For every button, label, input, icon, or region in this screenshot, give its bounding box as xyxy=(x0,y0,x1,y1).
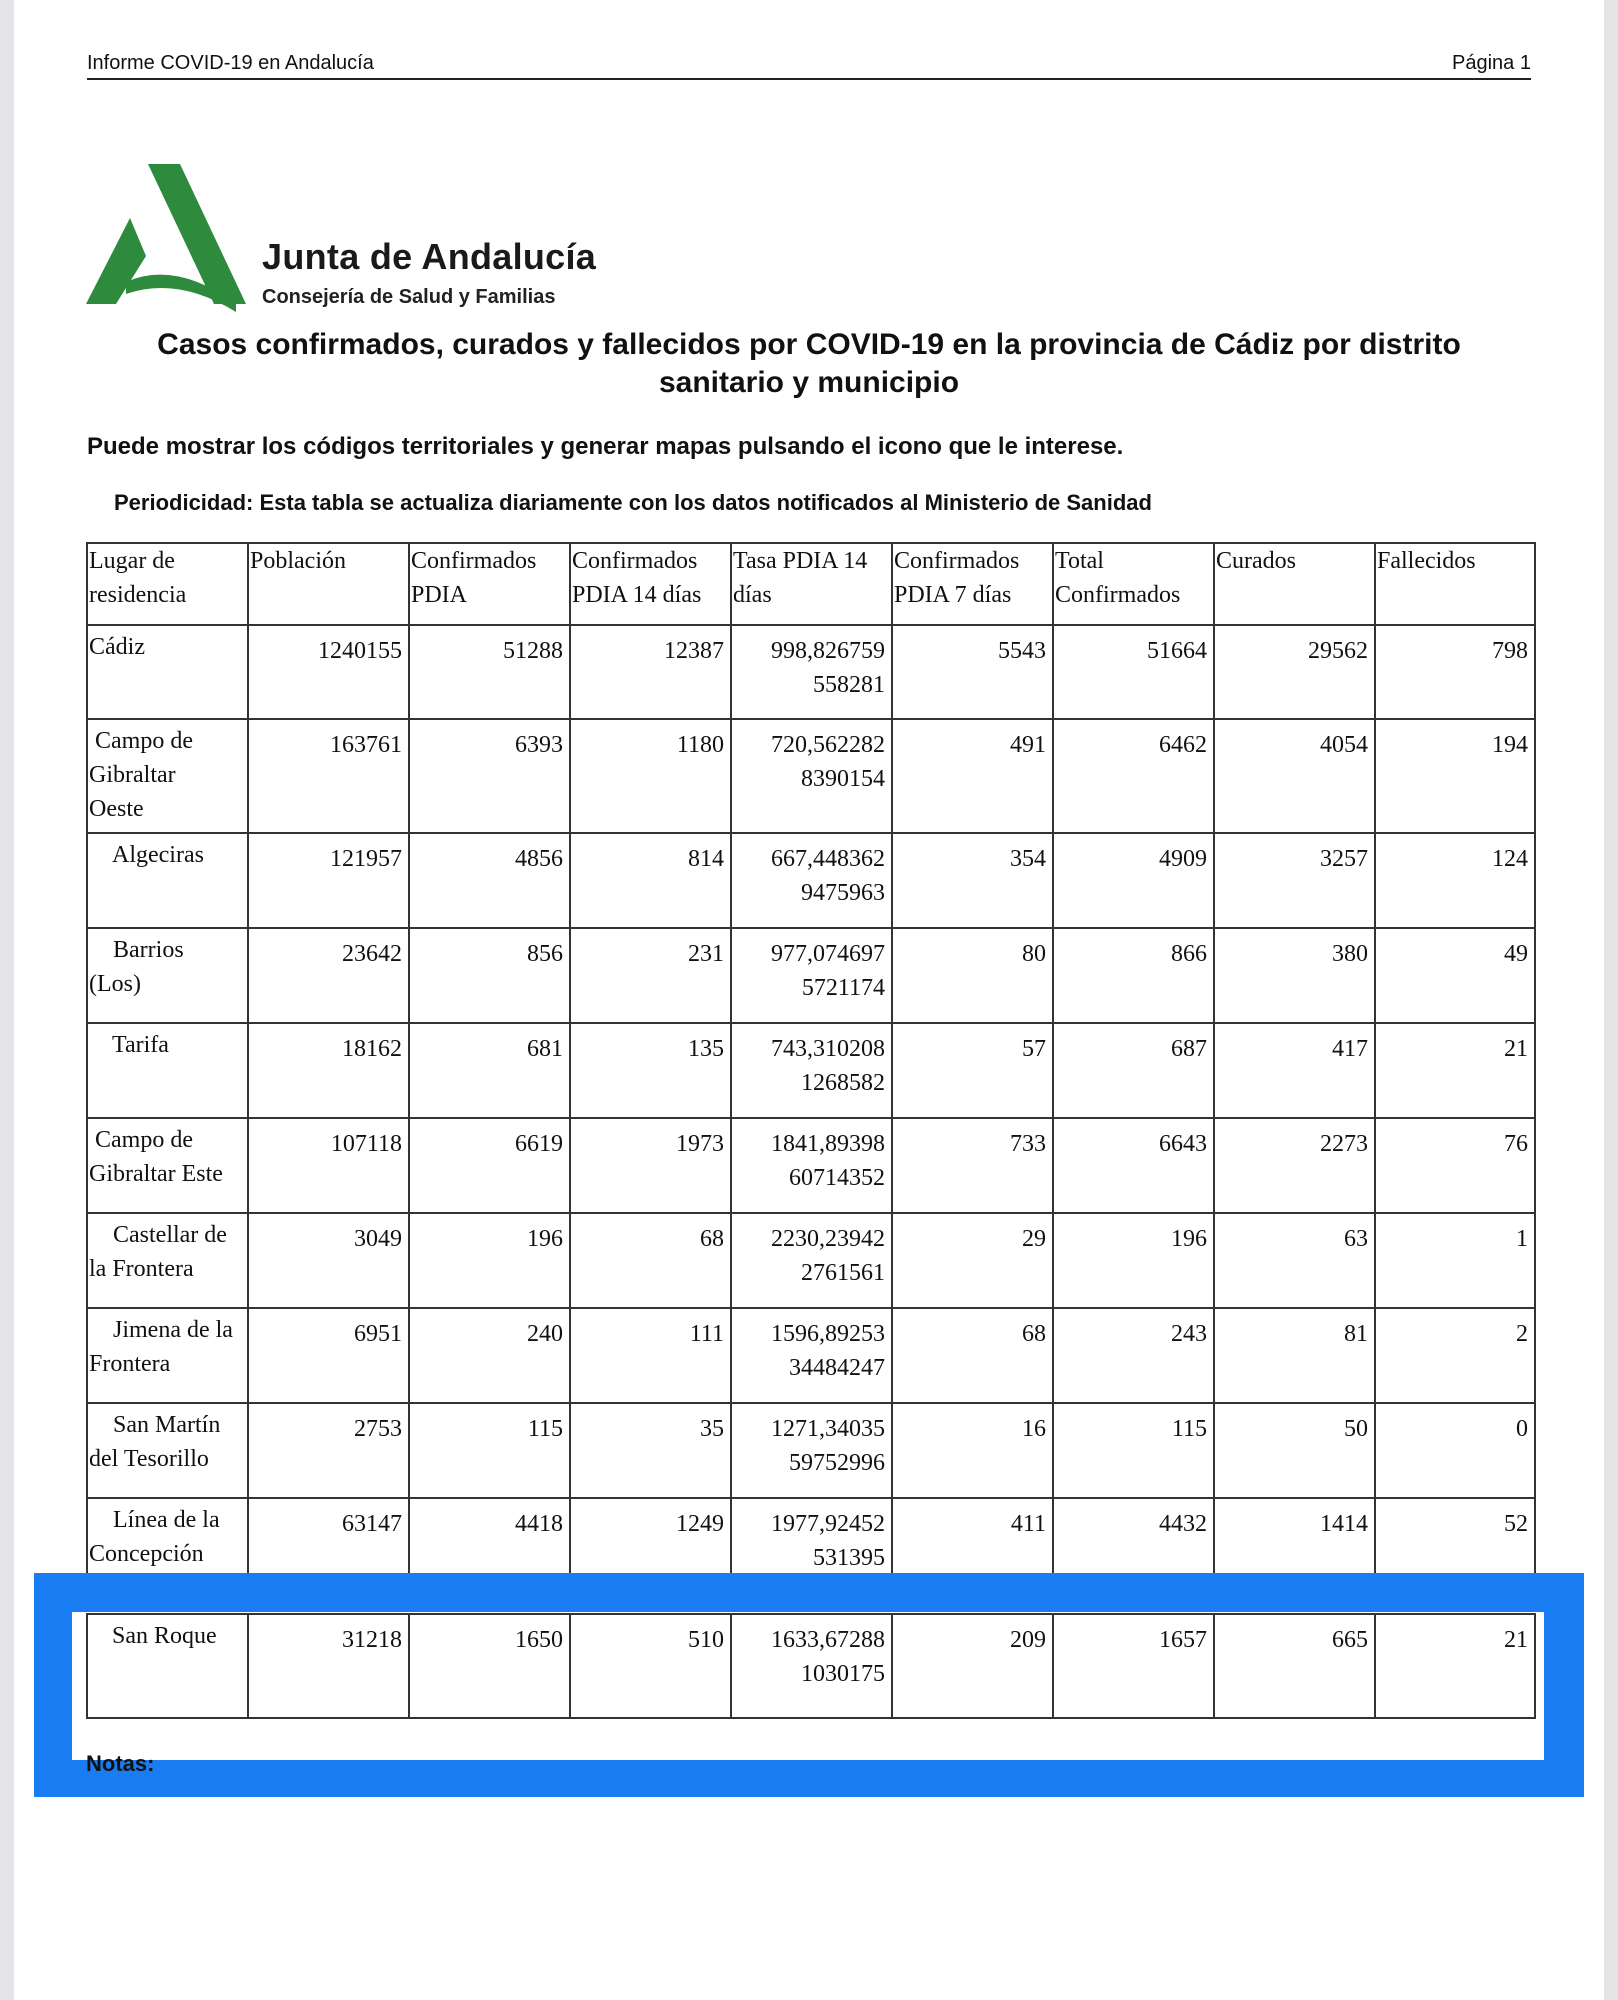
notes-label xyxy=(86,1744,166,1758)
value-cell: 231 xyxy=(570,928,731,1023)
value-cell: 51664 xyxy=(1053,625,1214,719)
column-header: Curados xyxy=(1214,543,1375,625)
value-cell: 6462 xyxy=(1053,719,1214,833)
value-cell: 35 xyxy=(570,1403,731,1498)
value-cell: 743,310208 1268582 xyxy=(731,1023,892,1118)
value-cell: 194 xyxy=(1375,719,1535,833)
column-header: Confirmados PDIA 14 días xyxy=(570,543,731,625)
value-cell: 68 xyxy=(892,1308,1053,1403)
value-cell: 866 xyxy=(1053,928,1214,1023)
value-cell: 687 xyxy=(1053,1023,1214,1118)
value-cell: 63 xyxy=(1214,1213,1375,1308)
column-header: Lugar de residencia xyxy=(87,543,248,625)
value-cell: 1271,34035 59752996 xyxy=(731,1403,892,1498)
value-cell: 667,448362 9475963 xyxy=(731,833,892,928)
value-cell: 665 xyxy=(1214,1614,1375,1718)
covid-data-table xyxy=(86,542,1536,1594)
value-cell: 1414 xyxy=(1214,1498,1375,1593)
place-name-cell: Campo de Gibraltar Oeste xyxy=(87,719,248,833)
value-cell: 57 xyxy=(892,1023,1053,1118)
value-cell: 1596,89253 34484247 xyxy=(731,1308,892,1403)
value-cell: 411 xyxy=(892,1498,1053,1593)
value-cell: 491 xyxy=(892,719,1053,833)
value-cell: 63147 xyxy=(248,1498,409,1593)
value-cell: 196 xyxy=(1053,1213,1214,1308)
value-cell: 798 xyxy=(1375,625,1535,719)
value-cell: 107118 xyxy=(248,1118,409,1213)
value-cell: 16 xyxy=(892,1403,1053,1498)
value-cell: 29562 xyxy=(1214,625,1375,719)
value-cell: 81 xyxy=(1214,1308,1375,1403)
highlighted-row-table xyxy=(86,1613,1536,1719)
value-cell: 5543 xyxy=(892,625,1053,719)
value-cell: 3049 xyxy=(248,1213,409,1308)
table-row xyxy=(87,625,1535,719)
place-name-cell: Barrios (Los) xyxy=(87,928,248,1023)
report-title: Informe COVID-19 en Andalucía xyxy=(87,52,374,74)
value-cell: 80 xyxy=(892,928,1053,1023)
value-cell: 977,074697 5721174 xyxy=(731,928,892,1023)
table-row xyxy=(87,1118,1535,1213)
instructions-text: Puede mostrar los códigos territoriales y generar mapas pulsando el icono que le interese. xyxy=(87,433,1124,460)
column-header: Confirmados PDIA 7 días xyxy=(892,543,1053,625)
value-cell: 52 xyxy=(1375,1498,1535,1593)
value-cell: 1180 xyxy=(570,719,731,833)
value-cell: 4418 xyxy=(409,1498,570,1593)
value-cell: 3257 xyxy=(1214,833,1375,928)
value-cell: 0 xyxy=(1375,1403,1535,1498)
value-cell: 856 xyxy=(409,928,570,1023)
table-row xyxy=(87,1023,1535,1118)
value-cell: 2753 xyxy=(248,1403,409,1498)
table-row xyxy=(87,1213,1535,1308)
value-cell: 76 xyxy=(1375,1118,1535,1213)
value-cell: 1633,67288 1030175 xyxy=(731,1614,892,1718)
value-cell: 29 xyxy=(892,1213,1053,1308)
value-cell: 6393 xyxy=(409,719,570,833)
value-cell: 6643 xyxy=(1053,1118,1214,1213)
place-name-cell: Campo de Gibraltar Este xyxy=(87,1118,248,1213)
table-row xyxy=(87,833,1535,928)
column-header: Confirmados PDIA xyxy=(409,543,570,625)
value-cell: 135 xyxy=(570,1023,731,1118)
place-name-cell: San Roque xyxy=(87,1614,248,1718)
value-cell: 354 xyxy=(892,833,1053,928)
place-name-cell: Algeciras xyxy=(87,833,248,928)
value-cell: 720,562282 8390154 xyxy=(731,719,892,833)
value-cell: 417 xyxy=(1214,1023,1375,1118)
value-cell: 51288 xyxy=(409,625,570,719)
value-cell: 111 xyxy=(570,1308,731,1403)
place-name-cell: San Martín del Tesorillo xyxy=(87,1403,248,1498)
value-cell: 681 xyxy=(409,1023,570,1118)
value-cell: 163761 xyxy=(248,719,409,833)
value-cell: 31218 xyxy=(248,1614,409,1718)
document-title: Casos confirmados, curados y fallecidos por COVID-19 en la provincia de Cádiz por distrito sanitario y municipio xyxy=(157,328,1461,399)
value-cell: 49 xyxy=(1375,928,1535,1023)
place-name-cell: Castellar de la Frontera xyxy=(87,1213,248,1308)
value-cell: 115 xyxy=(1053,1403,1214,1498)
value-cell: 12387 xyxy=(570,625,731,719)
column-header: Total Confirmados xyxy=(1053,543,1214,625)
value-cell: 1841,89398 60714352 xyxy=(731,1118,892,1213)
place-name-cell: Cádiz xyxy=(87,625,248,719)
value-cell: 4856 xyxy=(409,833,570,928)
table-row xyxy=(87,719,1535,833)
value-cell: 1 xyxy=(1375,1213,1535,1308)
column-header: Tasa PDIA 14 días xyxy=(731,543,892,625)
value-cell: 50 xyxy=(1214,1403,1375,1498)
place-name-cell: Jimena de la Frontera xyxy=(87,1308,248,1403)
value-cell: 2273 xyxy=(1214,1118,1375,1213)
value-cell: 18162 xyxy=(248,1023,409,1118)
org-subtitle: Consejería de Salud y Familias xyxy=(262,286,556,308)
value-cell: 121957 xyxy=(248,833,409,928)
column-header: Fallecidos xyxy=(1375,543,1535,625)
value-cell: 115 xyxy=(409,1403,570,1498)
value-cell: 4432 xyxy=(1053,1498,1214,1593)
value-cell: 4909 xyxy=(1053,833,1214,928)
periodicity-note: Periodicidad: Esta tabla se actualiza diariamente con los datos notificados al Ministerio de Sanidad xyxy=(114,490,1152,515)
table-row xyxy=(87,1403,1535,1498)
value-cell: 124 xyxy=(1375,833,1535,928)
value-cell: 21 xyxy=(1375,1614,1535,1718)
table-row xyxy=(87,928,1535,1023)
value-cell: 1973 xyxy=(570,1118,731,1213)
place-name-cell: Tarifa xyxy=(87,1023,248,1118)
value-cell: 733 xyxy=(892,1118,1053,1213)
value-cell: 243 xyxy=(1053,1308,1214,1403)
value-cell: 998,826759 558281 xyxy=(731,625,892,719)
table-row xyxy=(87,1308,1535,1403)
value-cell: 1249 xyxy=(570,1498,731,1593)
value-cell: 2 xyxy=(1375,1308,1535,1403)
column-header: Población xyxy=(248,543,409,625)
table-row-san-roque xyxy=(87,1614,1535,1718)
value-cell: 4054 xyxy=(1214,719,1375,833)
value-cell: 2230,23942 2761561 xyxy=(731,1213,892,1308)
place-name-cell: Línea de la Concepción xyxy=(87,1498,248,1593)
value-cell: 1977,92452 531395 xyxy=(731,1498,892,1593)
org-name: Junta de Andalucía xyxy=(262,236,597,277)
page-number: Página 1 xyxy=(1452,52,1531,74)
value-cell: 21 xyxy=(1375,1023,1535,1118)
value-cell: 1657 xyxy=(1053,1614,1214,1718)
value-cell: 240 xyxy=(409,1308,570,1403)
value-cell: 510 xyxy=(570,1614,731,1718)
page-header xyxy=(87,50,1531,80)
value-cell: 6619 xyxy=(409,1118,570,1213)
value-cell: 814 xyxy=(570,833,731,928)
value-cell: 1650 xyxy=(409,1614,570,1718)
value-cell: 209 xyxy=(892,1614,1053,1718)
table-header-row xyxy=(87,543,1535,625)
value-cell: 23642 xyxy=(248,928,409,1023)
junta-andalucia-logo-icon xyxy=(86,164,246,312)
value-cell: 380 xyxy=(1214,928,1375,1023)
value-cell: 68 xyxy=(570,1213,731,1308)
value-cell: 196 xyxy=(409,1213,570,1308)
value-cell: 1240155 xyxy=(248,625,409,719)
value-cell: 6951 xyxy=(248,1308,409,1403)
